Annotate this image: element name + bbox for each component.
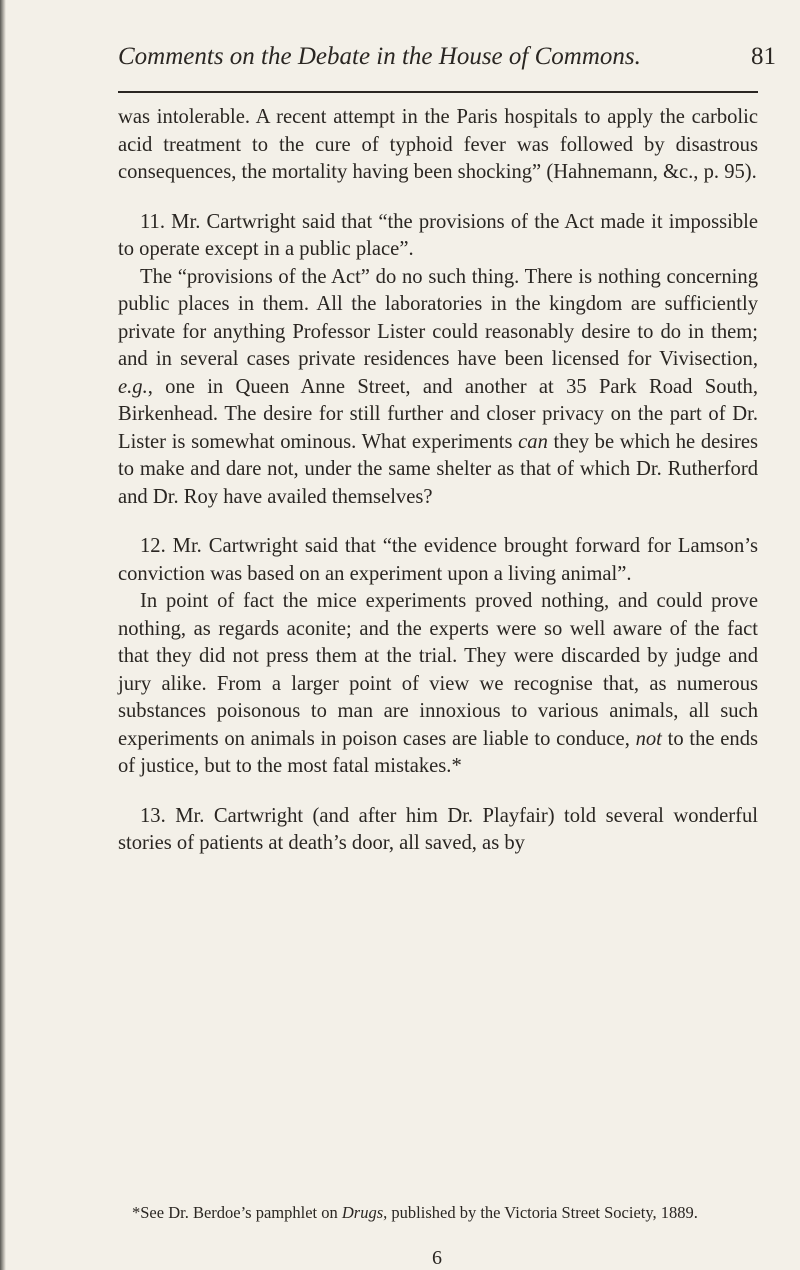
body-text	[118, 104, 758, 858]
binding-edge	[0, 0, 6, 1270]
footnote	[118, 1202, 758, 1223]
text-run: they be which he desires to make and dare not, under the same shelter as that of which Dr. Rutherford and Dr. Roy have availed themselves?	[118, 430, 758, 508]
italic-text: e.g.	[118, 375, 148, 398]
italic-text: not	[635, 727, 662, 750]
paragraph-reply-11	[118, 264, 758, 512]
signature-mark: 6	[432, 1247, 442, 1269]
footnote-text: , published by the Victoria Street Society, 1889.	[383, 1203, 698, 1222]
paragraph-continuation: was intolerable. A recent attempt in the Paris hospitals to apply the carbolic acid treatment to the cure of typhoid fever was followed by disastrous consequences, the mortality having been shocking” (Hahnemann, &c., p. 95).	[118, 106, 758, 183]
paragraph-item-11: 11. Mr. Cartwright said that “the provisions of the Act made it impossible to operate except in a public place”.	[118, 210, 758, 260]
page-number: 81	[751, 43, 776, 70]
text-run: to the ends of justice, but to the most fatal mistakes.*	[118, 727, 759, 777]
header-rule	[118, 91, 758, 93]
running-head-title: Comments on the Debate in the House of Commons.	[118, 43, 641, 70]
paragraph-reply-12	[118, 588, 758, 781]
text-run: In point of fact the mice experiments proved nothing, and could prove nothing, as regards aconite; and the experts were so well aware of the fact that they did not press them at the trial. They were discarded by judge and jury alike. From a larger point of view we recognise that, as numerous substances poisonous to man are innoxious to various animals, all such experiments on animals in poison cases are liable to conduce,	[118, 590, 758, 750]
footnote-text: *See Dr. Berdoe’s pamphlet on	[132, 1203, 342, 1222]
italic-text: can	[518, 430, 548, 453]
running-head	[118, 42, 798, 72]
paragraph-item-13: 13. Mr. Cartwright (and after him Dr. Playfair) told several wonderful stories of patients at death’s door, all saved, as by	[118, 804, 758, 854]
footnote-title: Drugs	[341, 1203, 384, 1222]
text-run: The “provisions of the Act” do no such thing. There is nothing concerning public places in them. All the laboratories in the kingdom are sufficiently private for anything Professor Lister could reasonably desire to do in them; and in several cases private residences have been licensed for Vivisection,	[118, 265, 758, 370]
paragraph-item-12: 12. Mr. Cartwright said that “the evidence brought forward for Lamson’s conviction was based on an experiment upon a living animal”.	[118, 535, 758, 585]
text-run: , one in Queen Anne Street, and another at 35 Park Road South, Birkenhead. The desire for still further and closer privacy on the part of Dr. Lister is somewhat ominous. What experiments	[118, 375, 758, 453]
